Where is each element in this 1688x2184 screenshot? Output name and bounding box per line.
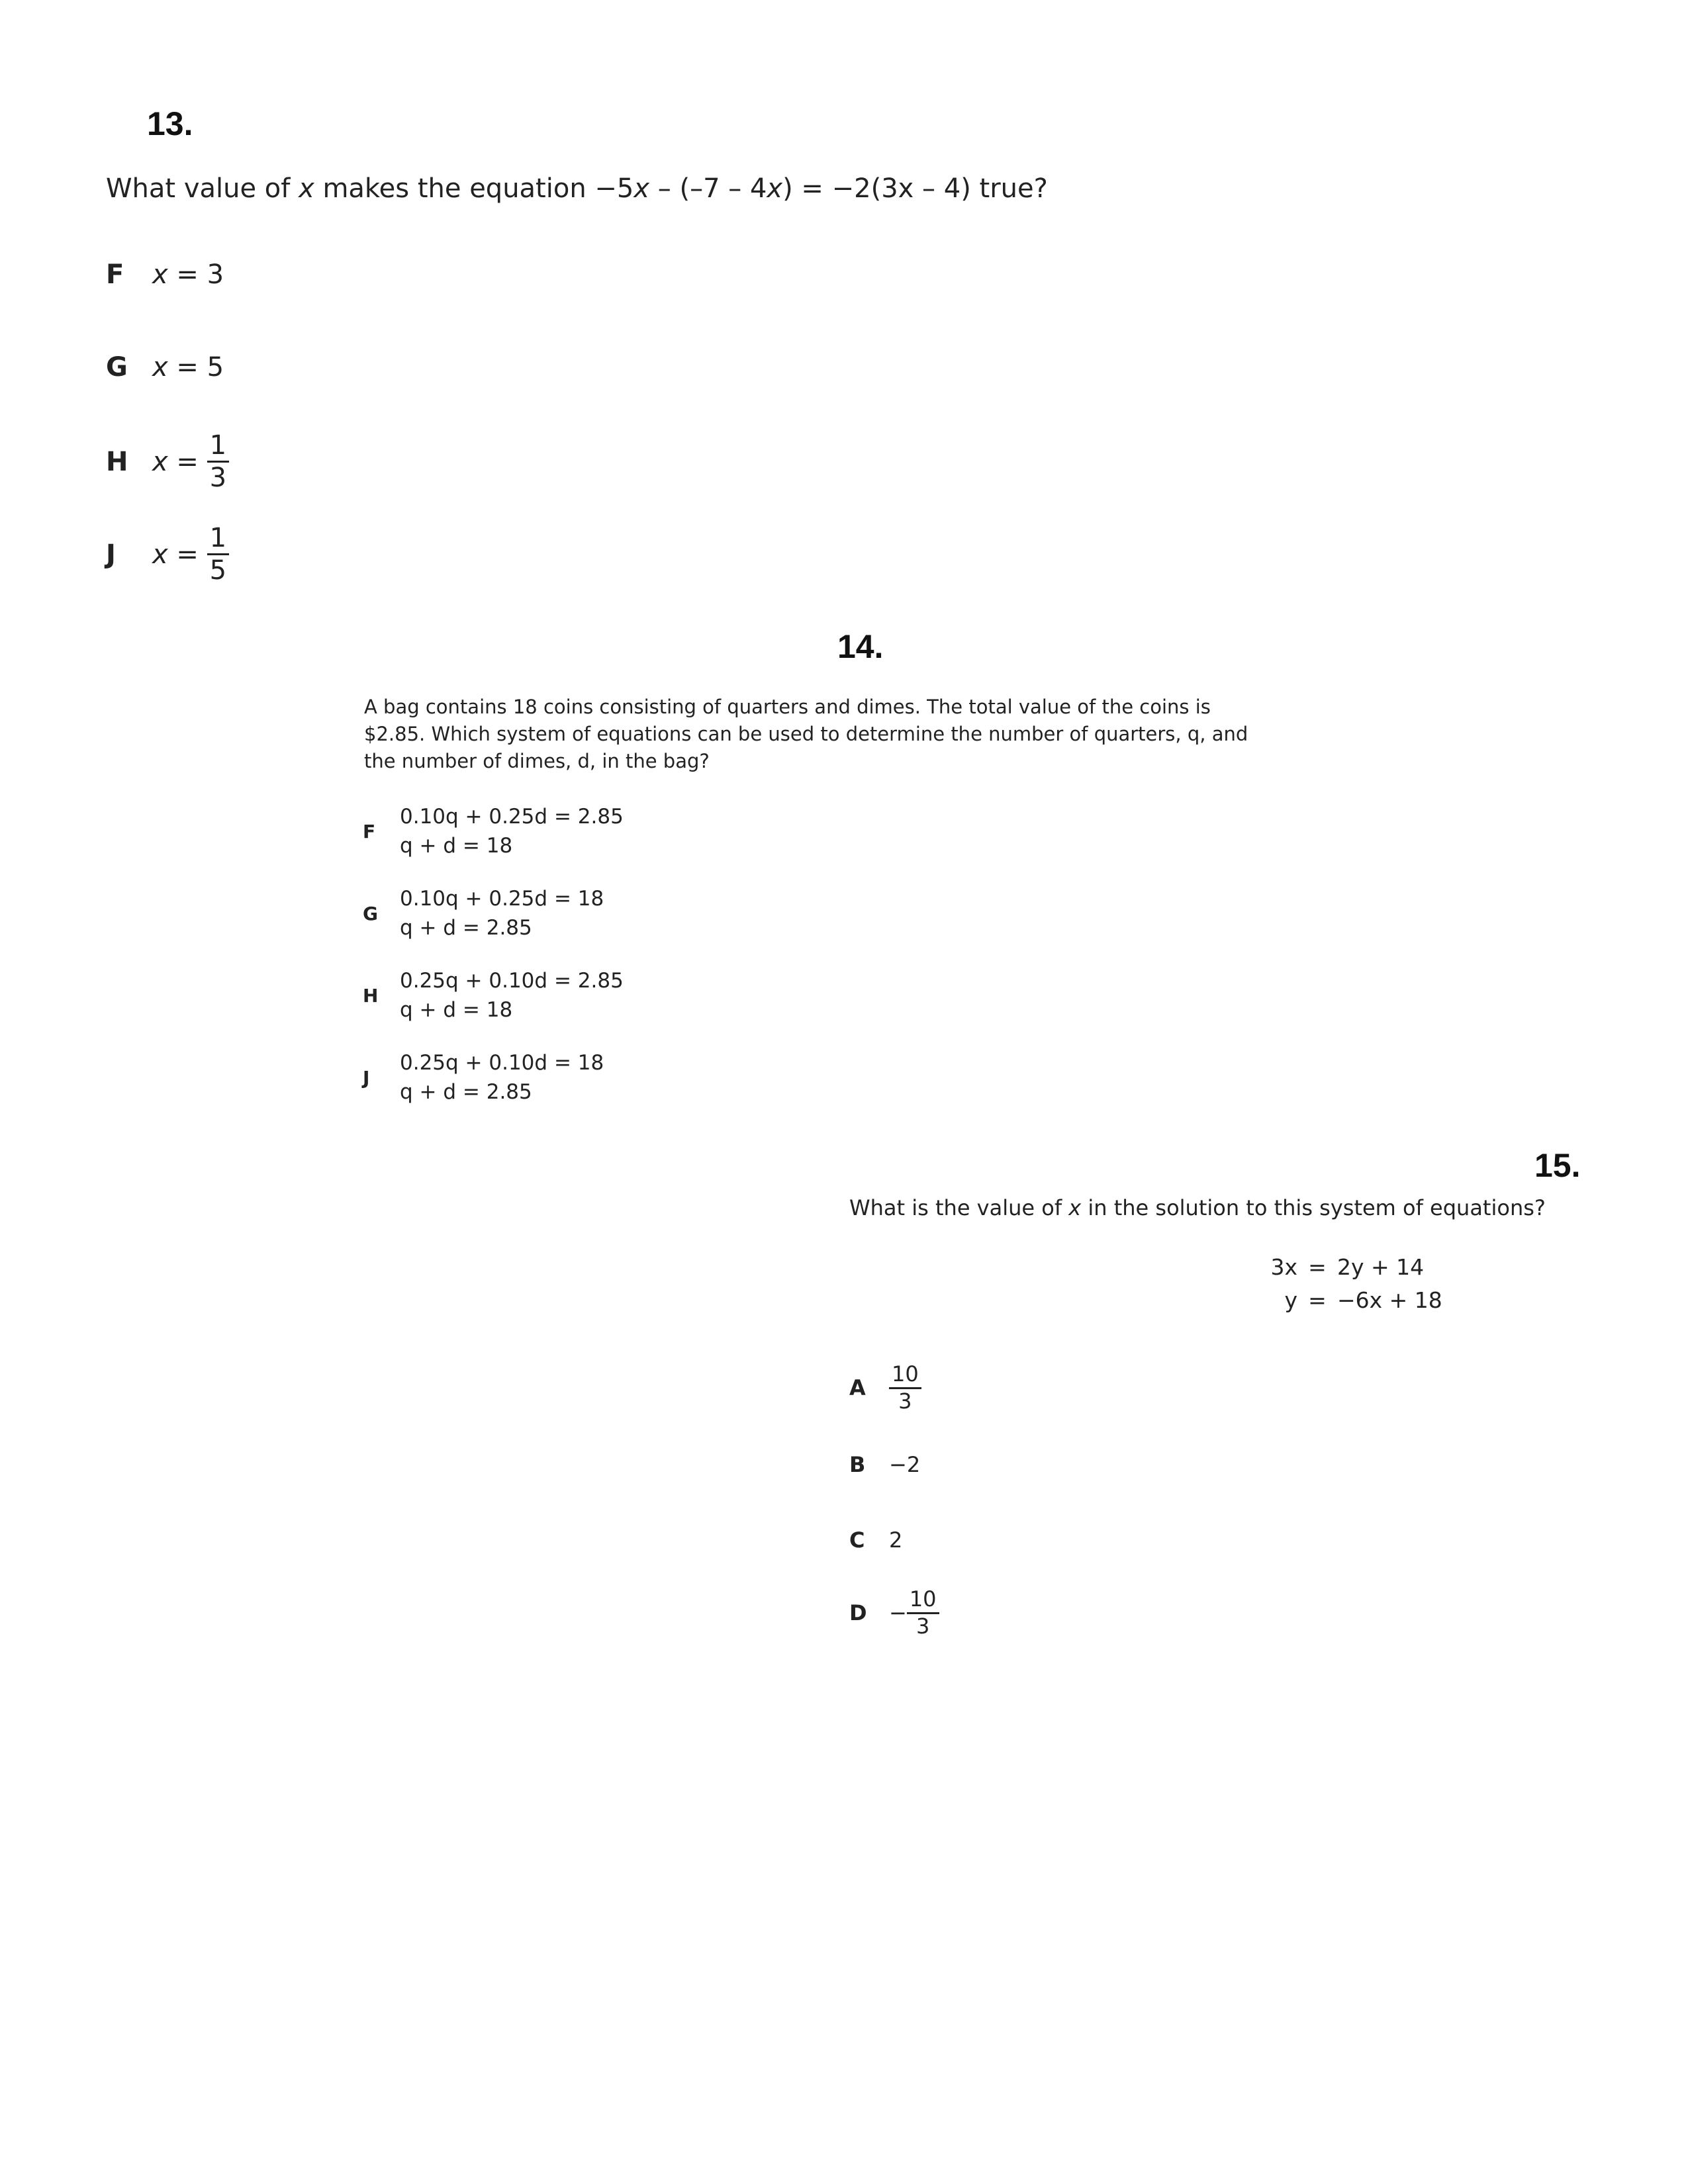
choice-equations [400,1048,604,1107]
choice-equations [400,966,624,1024]
fraction-numerator: 1 [207,432,229,463]
system-lhs: y [1284,1287,1297,1313]
choice-value: 3 [207,259,224,290]
q13-choice-f[interactable] [106,259,224,290]
equation-system [1258,1251,1442,1317]
choice-letter: F [106,259,124,290]
q15-choice-d[interactable] [849,1588,939,1637]
choice-fraction [207,524,229,584]
prompt-text: ) = −2(3x – 4) true? [782,173,1048,204]
q13-choice-j[interactable] [106,524,229,584]
prompt-var: x [767,173,783,204]
choice-letter: H [106,446,128,477]
system-row [1258,1284,1442,1317]
choice-op: = [167,539,207,570]
prompt-text: What is the value of [849,1195,1069,1220]
system-rhs: 2y + 14 [1337,1254,1425,1280]
q13-choice-h[interactable] [106,432,229,492]
equation-2: q + d = 2.85 [400,916,532,940]
choice-equations [400,884,604,942]
choice-var: x [152,446,168,477]
choice-fraction [889,1363,921,1412]
system-equals: = [1308,1254,1327,1280]
prompt-text: – (–7 – 4 [649,173,767,204]
choice-value: 5 [207,352,224,383]
question-14-number: 14. [837,628,884,665]
fraction-denominator: 3 [209,463,227,493]
equation-1: 0.25q + 0.10d = 18 [400,1051,604,1075]
choice-value: 2 [889,1527,903,1553]
q14-choice-g[interactable] [363,884,604,942]
q14-choice-h[interactable] [363,966,624,1024]
equation-1: 0.10q + 0.25d = 18 [400,887,604,911]
fraction-denominator: 5 [209,555,227,586]
choice-letter: F [363,820,376,842]
prompt-var: x [633,173,650,204]
choice-letter: J [363,1066,370,1089]
equation-2: q + d = 18 [400,834,513,858]
question-13-number: 13. [147,105,193,142]
choice-value: −2 [889,1452,921,1477]
choice-fraction [207,432,229,492]
system-lhs: 3x [1270,1254,1297,1280]
choice-letter: C [849,1527,865,1553]
fraction-numerator: 10 [889,1363,921,1389]
q15-choice-a[interactable] [849,1363,921,1412]
prompt-line: $2.85. Which system of equations can be used to determine the number of quarters, q, and [364,723,1248,745]
prompt-var: x [1068,1195,1082,1220]
prompt-text: What value of [106,173,299,204]
choice-fraction [907,1588,939,1637]
fraction-numerator: 1 [207,524,229,555]
equation-1: 0.10q + 0.25d = 2.85 [400,805,624,829]
fraction-denominator: 3 [898,1388,912,1414]
choice-op: = [167,352,207,383]
choice-var: x [152,259,168,290]
prompt-text: in the solution to this system of equations? [1081,1195,1546,1220]
system-rhs: −6x + 18 [1337,1287,1442,1313]
prompt-text: makes the equation −5 [314,173,634,204]
choice-letter: G [363,902,378,925]
choice-letter: D [849,1600,867,1626]
question-13-prompt [106,173,1048,204]
choice-equations [400,802,624,860]
prompt-line: the number of dimes, d, in the bag? [364,750,710,772]
fraction-denominator: 3 [915,1613,930,1639]
choice-letter: H [363,984,379,1007]
prompt-line: A bag contains 18 coins consisting of quarters and dimes. The total value of the coins is [364,696,1211,718]
choice-letter: A [849,1375,866,1401]
q14-choice-j[interactable] [363,1048,604,1107]
equation-1: 0.25q + 0.10d = 2.85 [400,969,624,993]
choice-letter: B [849,1452,866,1477]
choice-op: = [167,446,207,477]
system-equals: = [1308,1287,1327,1313]
choice-letter: G [106,352,128,383]
choice-sign: − [889,1600,907,1626]
equation-2: q + d = 2.85 [400,1080,532,1104]
choice-var: x [152,352,168,383]
question-15-prompt [849,1195,1546,1220]
choice-letter: J [106,539,116,570]
fraction-numerator: 10 [907,1588,939,1614]
system-row [1258,1251,1442,1284]
choice-op: = [167,259,207,290]
q15-choice-c[interactable] [849,1527,902,1553]
q13-choice-g[interactable] [106,352,224,383]
q15-choice-b[interactable] [849,1452,920,1477]
question-15-number: 15. [1534,1147,1581,1184]
q14-choice-f[interactable] [363,802,624,860]
question-14-prompt [364,694,1331,775]
equation-2: q + d = 18 [400,998,513,1022]
choice-var: x [152,539,168,570]
prompt-var: x [299,173,314,204]
